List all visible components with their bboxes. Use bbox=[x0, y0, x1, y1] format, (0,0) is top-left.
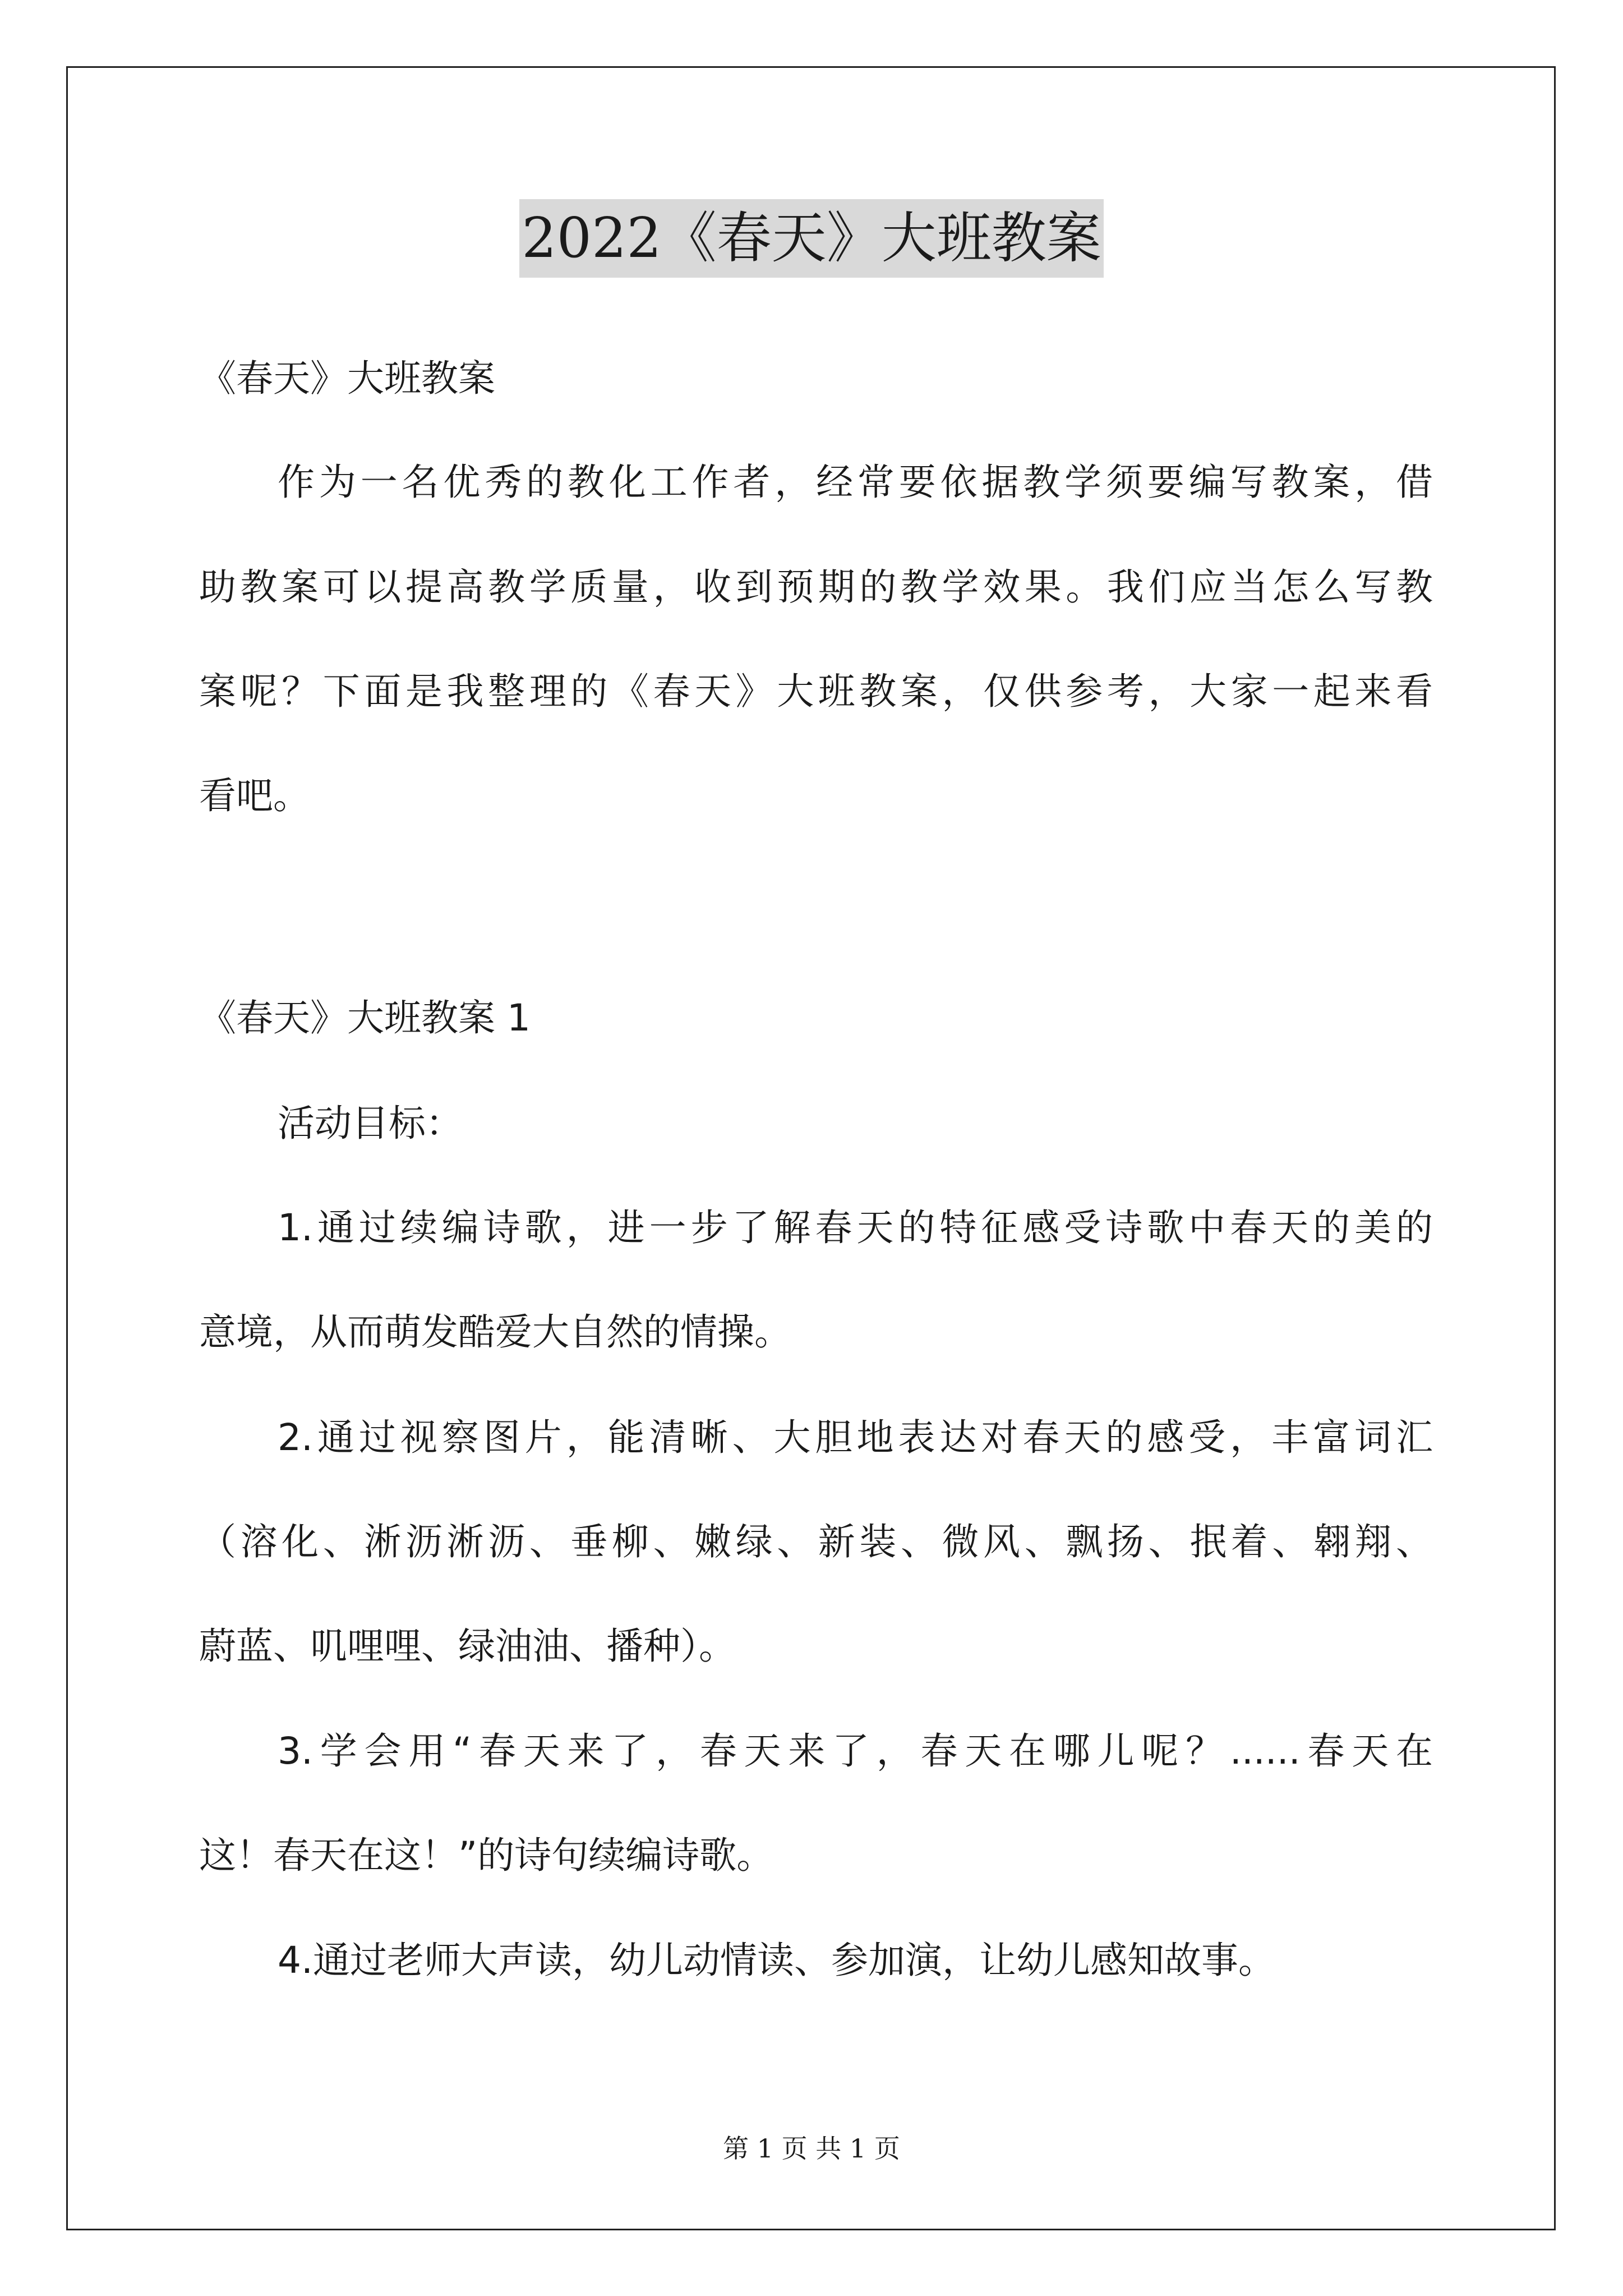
objective-item-1b: 意境，从而萌发酷爱大自然的情操。 bbox=[199, 1310, 791, 1354]
title-container bbox=[0, 199, 1623, 278]
intro-line-3: 案呢？下面是我整理的《春天》大班教案，仅供参考，大家一起来看 bbox=[199, 670, 1433, 713]
objective-item-1a: 1.通过续编诗歌，进一步了解春天的特征感受诗歌中春天的美的 bbox=[278, 1206, 1433, 1249]
intro-line-2: 助教案可以提高教学质量，收到预期的教学效果。我们应当怎么写教 bbox=[199, 565, 1433, 609]
objectives-label: 活动目标： bbox=[278, 1102, 463, 1145]
section-heading: 《春天》大班教案 1 bbox=[199, 996, 531, 1039]
objective-item-2b: （溶化、淅沥淅沥、垂柳、嫩绿、新装、微风、飘扬、抿着、翱翔、 bbox=[199, 1520, 1433, 1563]
document-subtitle: 《春天》大班教案 bbox=[199, 357, 495, 400]
objective-item-2c: 蔚蓝、叽哩哩、绿油油、播种）。 bbox=[199, 1625, 736, 1668]
page-footer: 第 1 页 共 1 页 bbox=[723, 2133, 900, 2164]
intro-line-4: 看吧。 bbox=[199, 774, 310, 817]
objective-item-2a: 2.通过视察图片，能清晰、大胆地表达对春天的感受，丰富词汇 bbox=[278, 1416, 1433, 1459]
objective-item-4: 4.通过老师大声读，幼儿动情读、参加演，让幼儿感知故事。 bbox=[278, 1939, 1275, 1982]
objective-item-3b: 这！春天在这！”的诗句续编诗歌。 bbox=[199, 1834, 774, 1877]
objective-item-3a: 3.学会用“春天来了，春天来了，春天在哪儿呢？......春天在 bbox=[278, 1729, 1433, 1773]
intro-line-1: 作为一名优秀的教化工作者，经常要依据教学须要编写教案，借 bbox=[278, 461, 1433, 504]
document-title: 2022《春天》大班教案 bbox=[519, 199, 1103, 278]
